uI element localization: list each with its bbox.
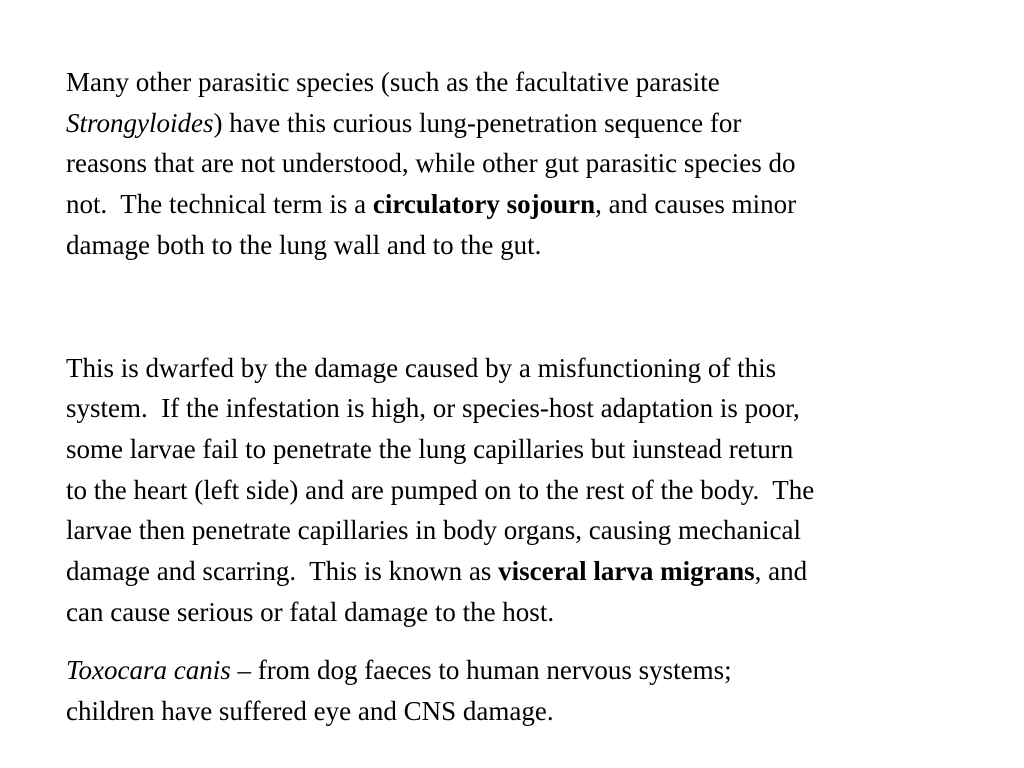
text-line	[66, 348, 1016, 389]
slide-body	[66, 62, 1016, 732]
text-run: Many other parasitic species (such as the facultative parasite	[66, 67, 720, 97]
text-line	[66, 470, 1016, 511]
text-run: can cause serious or fatal damage to the host.	[66, 596, 555, 627]
text-line	[66, 650, 1016, 691]
text-run: children have suffered eye and CNS damage.	[66, 696, 554, 727]
text-line	[66, 691, 1016, 732]
text-run: – from dog faeces to human nervous systems;	[230, 655, 732, 686]
text-run: reasons that are not understood, while other gut parasitic species do	[66, 148, 796, 179]
text-line	[66, 510, 1016, 551]
paragraph-visceral-larva-migrans	[66, 348, 1016, 633]
text-run: some larvae fail to penetrate the lung capillaries but iunstead return	[66, 433, 794, 464]
species-name-toxocara-canis: Toxocara canis	[66, 655, 231, 686]
text-run: , and	[754, 556, 808, 587]
text-run: to the heart (left side) and are pumped on to the rest of the body. The	[66, 474, 815, 505]
text-line	[66, 388, 1016, 429]
term-circulatory-sojourn: circulatory sojourn	[372, 189, 596, 220]
text-line	[66, 184, 1016, 225]
text-line	[66, 143, 1016, 184]
text-run: damage both to the lung wall and to the gut.	[66, 229, 542, 260]
text-line	[66, 225, 1016, 266]
species-name-strongyloides: Strongyloides	[66, 107, 214, 138]
text-line	[66, 592, 1016, 633]
text-line	[66, 103, 1016, 144]
text-line	[66, 551, 1016, 592]
paragraph-circulatory-sojourn	[66, 62, 1016, 266]
text-line	[66, 429, 1016, 470]
text-run: , and causes minor	[595, 189, 797, 220]
text-run: damage and scarring. This is known as	[66, 556, 499, 587]
term-visceral-larva-migrans: visceral larva migrans	[498, 556, 755, 587]
text-run: ) have this curious lung-penetration sequence for	[213, 107, 742, 138]
text-run: system. If the infestation is high, or species-host adaptation is poor,	[66, 393, 800, 424]
text-run: not. The technical term is a	[66, 189, 373, 220]
paragraph-toxocara-canis	[66, 650, 1016, 731]
text-run: This is dwarfed by the damage caused by a misfunctioning of this	[66, 352, 777, 383]
text-line	[66, 62, 1016, 103]
text-run: larvae then penetrate capillaries in body organs, causing mechanical	[66, 515, 801, 546]
